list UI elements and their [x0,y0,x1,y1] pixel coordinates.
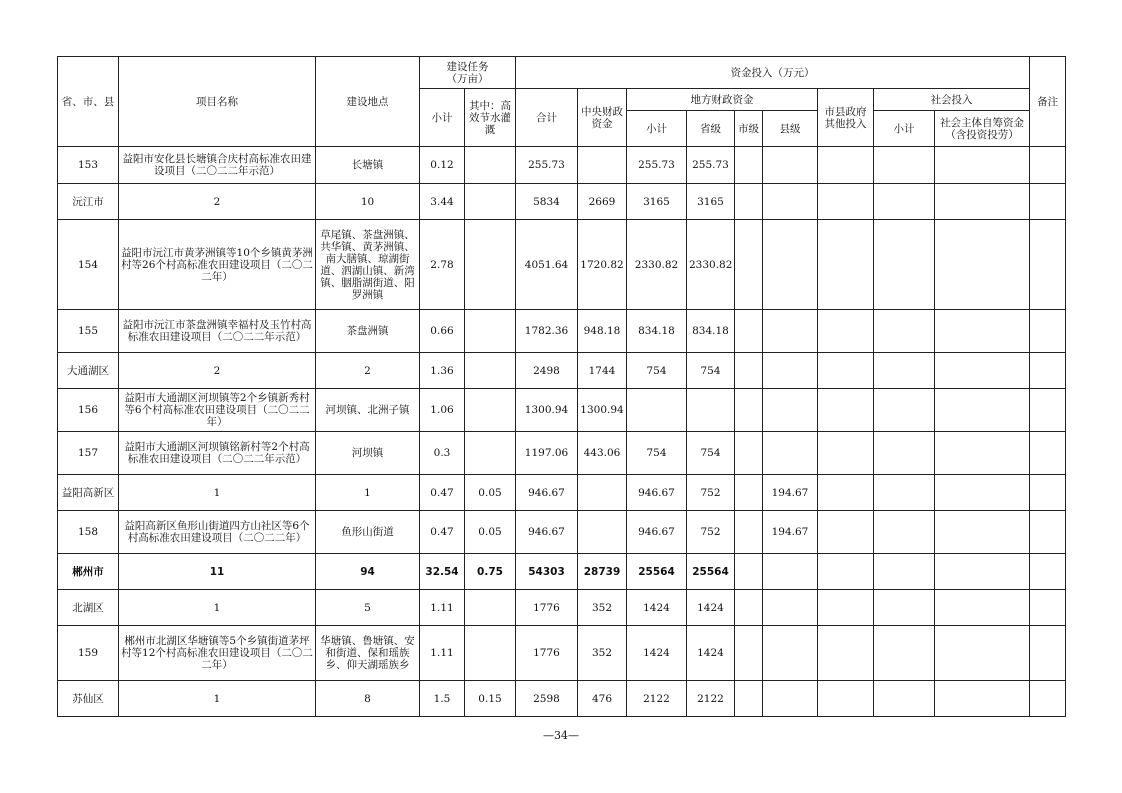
social-self-cell [935,310,1030,353]
county-other-cell [818,590,874,626]
county-other-cell [818,184,874,220]
central-cell [578,511,627,554]
social-self-cell [935,475,1030,511]
county-other-cell [818,554,874,590]
total-cell: 4051.64 [516,220,578,310]
task-efficient-cell: 0.05 [465,475,516,511]
location-cell: 河坝镇、北洲子镇 [316,389,420,432]
provincial-cell: 834.18 [687,310,735,353]
task-efficient-cell: 0.75 [465,554,516,590]
table-row [58,220,1066,310]
header-task-efficient: 其中：高效节水灌溉 [465,89,516,147]
remark-cell [1030,353,1066,389]
provincial-cell: 3165 [687,184,735,220]
social-self-cell [935,353,1030,389]
county-cell: 194.67 [763,511,818,554]
task-efficient-cell [465,432,516,475]
remark-cell [1030,220,1066,310]
county-other-cell [818,475,874,511]
header-task-subtotal: 小计 [420,89,465,147]
region-cell: 益阳高新区 [58,475,119,511]
provincial-cell [687,389,735,432]
central-cell [578,475,627,511]
table-row [58,310,1066,353]
social-self-cell [935,432,1030,475]
remark-cell [1030,626,1066,681]
remark-cell [1030,511,1066,554]
central-cell: 1300.94 [578,389,627,432]
central-cell: 948.18 [578,310,627,353]
region-cell: 157 [58,432,119,475]
total-cell: 54303 [516,554,578,590]
remark-cell [1030,432,1066,475]
social-subtotal-cell [874,475,935,511]
social-subtotal-cell [874,511,935,554]
local-subtotal-cell: 946.67 [627,511,687,554]
provincial-cell: 2122 [687,681,735,717]
local-subtotal-cell: 754 [627,432,687,475]
header-social-self: 社会主体自筹资金（含投资投劳） [935,111,1030,147]
county-other-cell [818,511,874,554]
county-cell [763,626,818,681]
region-cell: 大通湖区 [58,353,119,389]
task-subtotal-cell: 0.66 [420,310,465,353]
city-cell [735,681,763,717]
county-cell [763,147,818,184]
local-subtotal-cell: 25564 [627,554,687,590]
county-other-cell [818,681,874,717]
provincial-cell: 1424 [687,626,735,681]
region-cell: 北湖区 [58,590,119,626]
task-efficient-cell [465,590,516,626]
provincial-cell: 752 [687,511,735,554]
social-self-cell [935,626,1030,681]
remark-cell [1030,184,1066,220]
remark-cell [1030,147,1066,184]
header-remark: 备注 [1030,57,1066,147]
page-number: —34— [543,729,579,742]
header-county: 县级 [763,111,818,147]
city-cell [735,184,763,220]
project-name-cell: 1 [119,681,316,717]
city-cell [735,432,763,475]
provincial-cell: 25564 [687,554,735,590]
table-row [58,590,1066,626]
table-row [58,147,1066,184]
task-efficient-cell [465,184,516,220]
task-efficient-cell: 0.15 [465,681,516,717]
county-cell [763,184,818,220]
total-cell: 1776 [516,590,578,626]
central-cell: 2669 [578,184,627,220]
central-cell: 28739 [578,554,627,590]
total-cell: 946.67 [516,511,578,554]
location-cell: 长塘镇 [316,147,420,184]
location-cell: 草尾镇、茶盘洲镇、共华镇、黄茅洲镇、南大膳镇、琼湖街道、泗湖山镇、新湾镇、胭脂湖街道、阳罗洲镇 [316,220,420,310]
table-row [58,432,1066,475]
city-cell [735,310,763,353]
header-local-subtotal: 小计 [627,111,687,147]
task-subtotal-cell: 1.36 [420,353,465,389]
county-cell: 194.67 [763,475,818,511]
social-subtotal-cell [874,147,935,184]
header-provincial: 省级 [687,111,735,147]
location-cell: 10 [316,184,420,220]
task-efficient-cell [465,626,516,681]
location-cell: 茶盘洲镇 [316,310,420,353]
county-other-cell [818,310,874,353]
county-other-cell [818,626,874,681]
task-subtotal-cell: 2.78 [420,220,465,310]
remark-cell [1030,681,1066,717]
county-cell [763,353,818,389]
social-self-cell [935,511,1030,554]
location-cell: 华塘镇、鲁塘镇、安和街道、保和瑶族乡、仰天湖瑶族乡 [316,626,420,681]
central-cell: 1720.82 [578,220,627,310]
county-cell [763,220,818,310]
county-cell [763,590,818,626]
provincial-cell: 754 [687,353,735,389]
task-subtotal-cell: 1.5 [420,681,465,717]
local-subtotal-cell: 2330.82 [627,220,687,310]
total-cell: 1197.06 [516,432,578,475]
remark-cell [1030,389,1066,432]
table-row [58,626,1066,681]
remark-cell [1030,475,1066,511]
total-cell: 2498 [516,353,578,389]
table-row [58,475,1066,511]
social-subtotal-cell [874,389,935,432]
region-cell: 郴州市 [58,554,119,590]
county-other-cell [818,220,874,310]
header-funds-group: 资金投入（万元） [516,57,1030,89]
task-subtotal-cell: 1.06 [420,389,465,432]
header-region: 省、市、县 [58,57,119,147]
social-subtotal-cell [874,184,935,220]
table-row [58,184,1066,220]
location-cell: 1 [316,475,420,511]
task-subtotal-cell: 0.12 [420,147,465,184]
social-self-cell [935,681,1030,717]
county-cell [763,389,818,432]
header-city: 市级 [735,111,763,147]
region-cell: 153 [58,147,119,184]
total-cell: 1300.94 [516,389,578,432]
social-self-cell [935,184,1030,220]
task-efficient-cell [465,353,516,389]
central-cell: 476 [578,681,627,717]
county-cell [763,432,818,475]
city-cell [735,147,763,184]
table-row [58,511,1066,554]
city-cell [735,626,763,681]
task-subtotal-cell: 1.11 [420,626,465,681]
county-other-cell [818,432,874,475]
project-name-cell: 益阳市沅江市茶盘洲镇幸福村及玉竹村高标准农田建设项目（二〇二二年示范） [119,310,316,353]
project-name-cell: 益阳市安化县长塘镇合庆村高标准农田建设项目（二〇二二年示范） [119,147,316,184]
social-subtotal-cell [874,220,935,310]
region-cell: 155 [58,310,119,353]
remark-cell [1030,310,1066,353]
location-cell: 河坝镇 [316,432,420,475]
location-cell: 鱼形山街道 [316,511,420,554]
project-name-cell: 1 [119,590,316,626]
social-subtotal-cell [874,626,935,681]
total-cell: 946.67 [516,475,578,511]
social-self-cell [935,554,1030,590]
city-cell [735,353,763,389]
task-efficient-cell [465,389,516,432]
social-subtotal-cell [874,353,935,389]
project-name-cell: 益阳市沅江市黄茅洲镇等10个乡镇黄茅洲村等26个村高标准农田建设项目（二〇二二年） [119,220,316,310]
table-row [58,353,1066,389]
header-task-group: 建设任务 （万亩） [420,57,516,89]
table-row [58,554,1066,590]
social-subtotal-cell [874,310,935,353]
region-cell: 156 [58,389,119,432]
region-cell: 158 [58,511,119,554]
central-cell: 443.06 [578,432,627,475]
task-subtotal-cell: 32.54 [420,554,465,590]
project-name-cell: 郴州市北湖区华塘镇等5个乡镇街道茅坪村等12个村高标准农田建设项目（二〇二二年） [119,626,316,681]
task-efficient-cell [465,220,516,310]
project-name-cell: 1 [119,475,316,511]
region-cell: 154 [58,220,119,310]
city-cell [735,554,763,590]
header-social-group: 社会投入 [874,89,1030,111]
header-project-name: 项目名称 [119,57,316,147]
social-subtotal-cell [874,432,935,475]
project-name-cell: 2 [119,184,316,220]
local-subtotal-cell [627,389,687,432]
task-subtotal-cell: 0.3 [420,432,465,475]
farmland-project-table [57,56,1066,717]
header-total: 合计 [516,89,578,147]
region-cell: 159 [58,626,119,681]
total-cell: 1776 [516,626,578,681]
county-other-cell [818,353,874,389]
central-cell: 352 [578,626,627,681]
task-efficient-cell: 0.05 [465,511,516,554]
county-cell [763,310,818,353]
city-cell [735,590,763,626]
project-name-cell: 11 [119,554,316,590]
provincial-cell: 754 [687,432,735,475]
provincial-cell: 2330.82 [687,220,735,310]
region-cell: 苏仙区 [58,681,119,717]
local-subtotal-cell: 2122 [627,681,687,717]
county-cell [763,554,818,590]
task-subtotal-cell: 1.11 [420,590,465,626]
task-subtotal-cell: 3.44 [420,184,465,220]
provincial-cell: 752 [687,475,735,511]
city-cell [735,511,763,554]
social-subtotal-cell [874,681,935,717]
provincial-cell: 255.73 [687,147,735,184]
table-body [58,147,1066,717]
header-local-group: 地方财政资金 [627,89,818,111]
location-cell: 2 [316,353,420,389]
total-cell: 5834 [516,184,578,220]
city-cell [735,389,763,432]
social-self-cell [935,220,1030,310]
header-county-other: 市县政府其他投入 [818,89,874,147]
location-cell: 8 [316,681,420,717]
table-row [58,681,1066,717]
task-efficient-cell [465,310,516,353]
local-subtotal-cell: 754 [627,353,687,389]
local-subtotal-cell: 946.67 [627,475,687,511]
header-social-subtotal: 小计 [874,111,935,147]
social-self-cell [935,389,1030,432]
header-location: 建设地点 [316,57,420,147]
task-subtotal-cell: 0.47 [420,511,465,554]
county-other-cell [818,147,874,184]
city-cell [735,475,763,511]
table-row [58,389,1066,432]
central-cell [578,147,627,184]
county-cell [763,681,818,717]
county-other-cell [818,389,874,432]
local-subtotal-cell: 1424 [627,626,687,681]
city-cell [735,220,763,310]
project-name-cell: 益阳市大通湖区河坝镇铭新村等2个村高标准农田建设项目（二〇二二年示范） [119,432,316,475]
local-subtotal-cell: 3165 [627,184,687,220]
local-subtotal-cell: 1424 [627,590,687,626]
project-name-cell: 2 [119,353,316,389]
social-subtotal-cell [874,554,935,590]
social-self-cell [935,590,1030,626]
region-cell: 沅江市 [58,184,119,220]
header-central: 中央财政资金 [578,89,627,147]
total-cell: 255.73 [516,147,578,184]
local-subtotal-cell: 834.18 [627,310,687,353]
remark-cell [1030,554,1066,590]
social-subtotal-cell [874,590,935,626]
remark-cell [1030,590,1066,626]
central-cell: 352 [578,590,627,626]
task-subtotal-cell: 0.47 [420,475,465,511]
project-name-cell: 益阳市大通湖区河坝镇等2个乡镇新秀村等6个村高标准农田建设项目（二〇二二年） [119,389,316,432]
location-cell: 5 [316,590,420,626]
social-self-cell [935,147,1030,184]
project-name-cell: 益阳高新区鱼形山街道四方山社区等6个村高标准农田建设项目（二〇二二年） [119,511,316,554]
provincial-cell: 1424 [687,590,735,626]
task-efficient-cell [465,147,516,184]
location-cell: 94 [316,554,420,590]
total-cell: 2598 [516,681,578,717]
local-subtotal-cell: 255.73 [627,147,687,184]
total-cell: 1782.36 [516,310,578,353]
central-cell: 1744 [578,353,627,389]
